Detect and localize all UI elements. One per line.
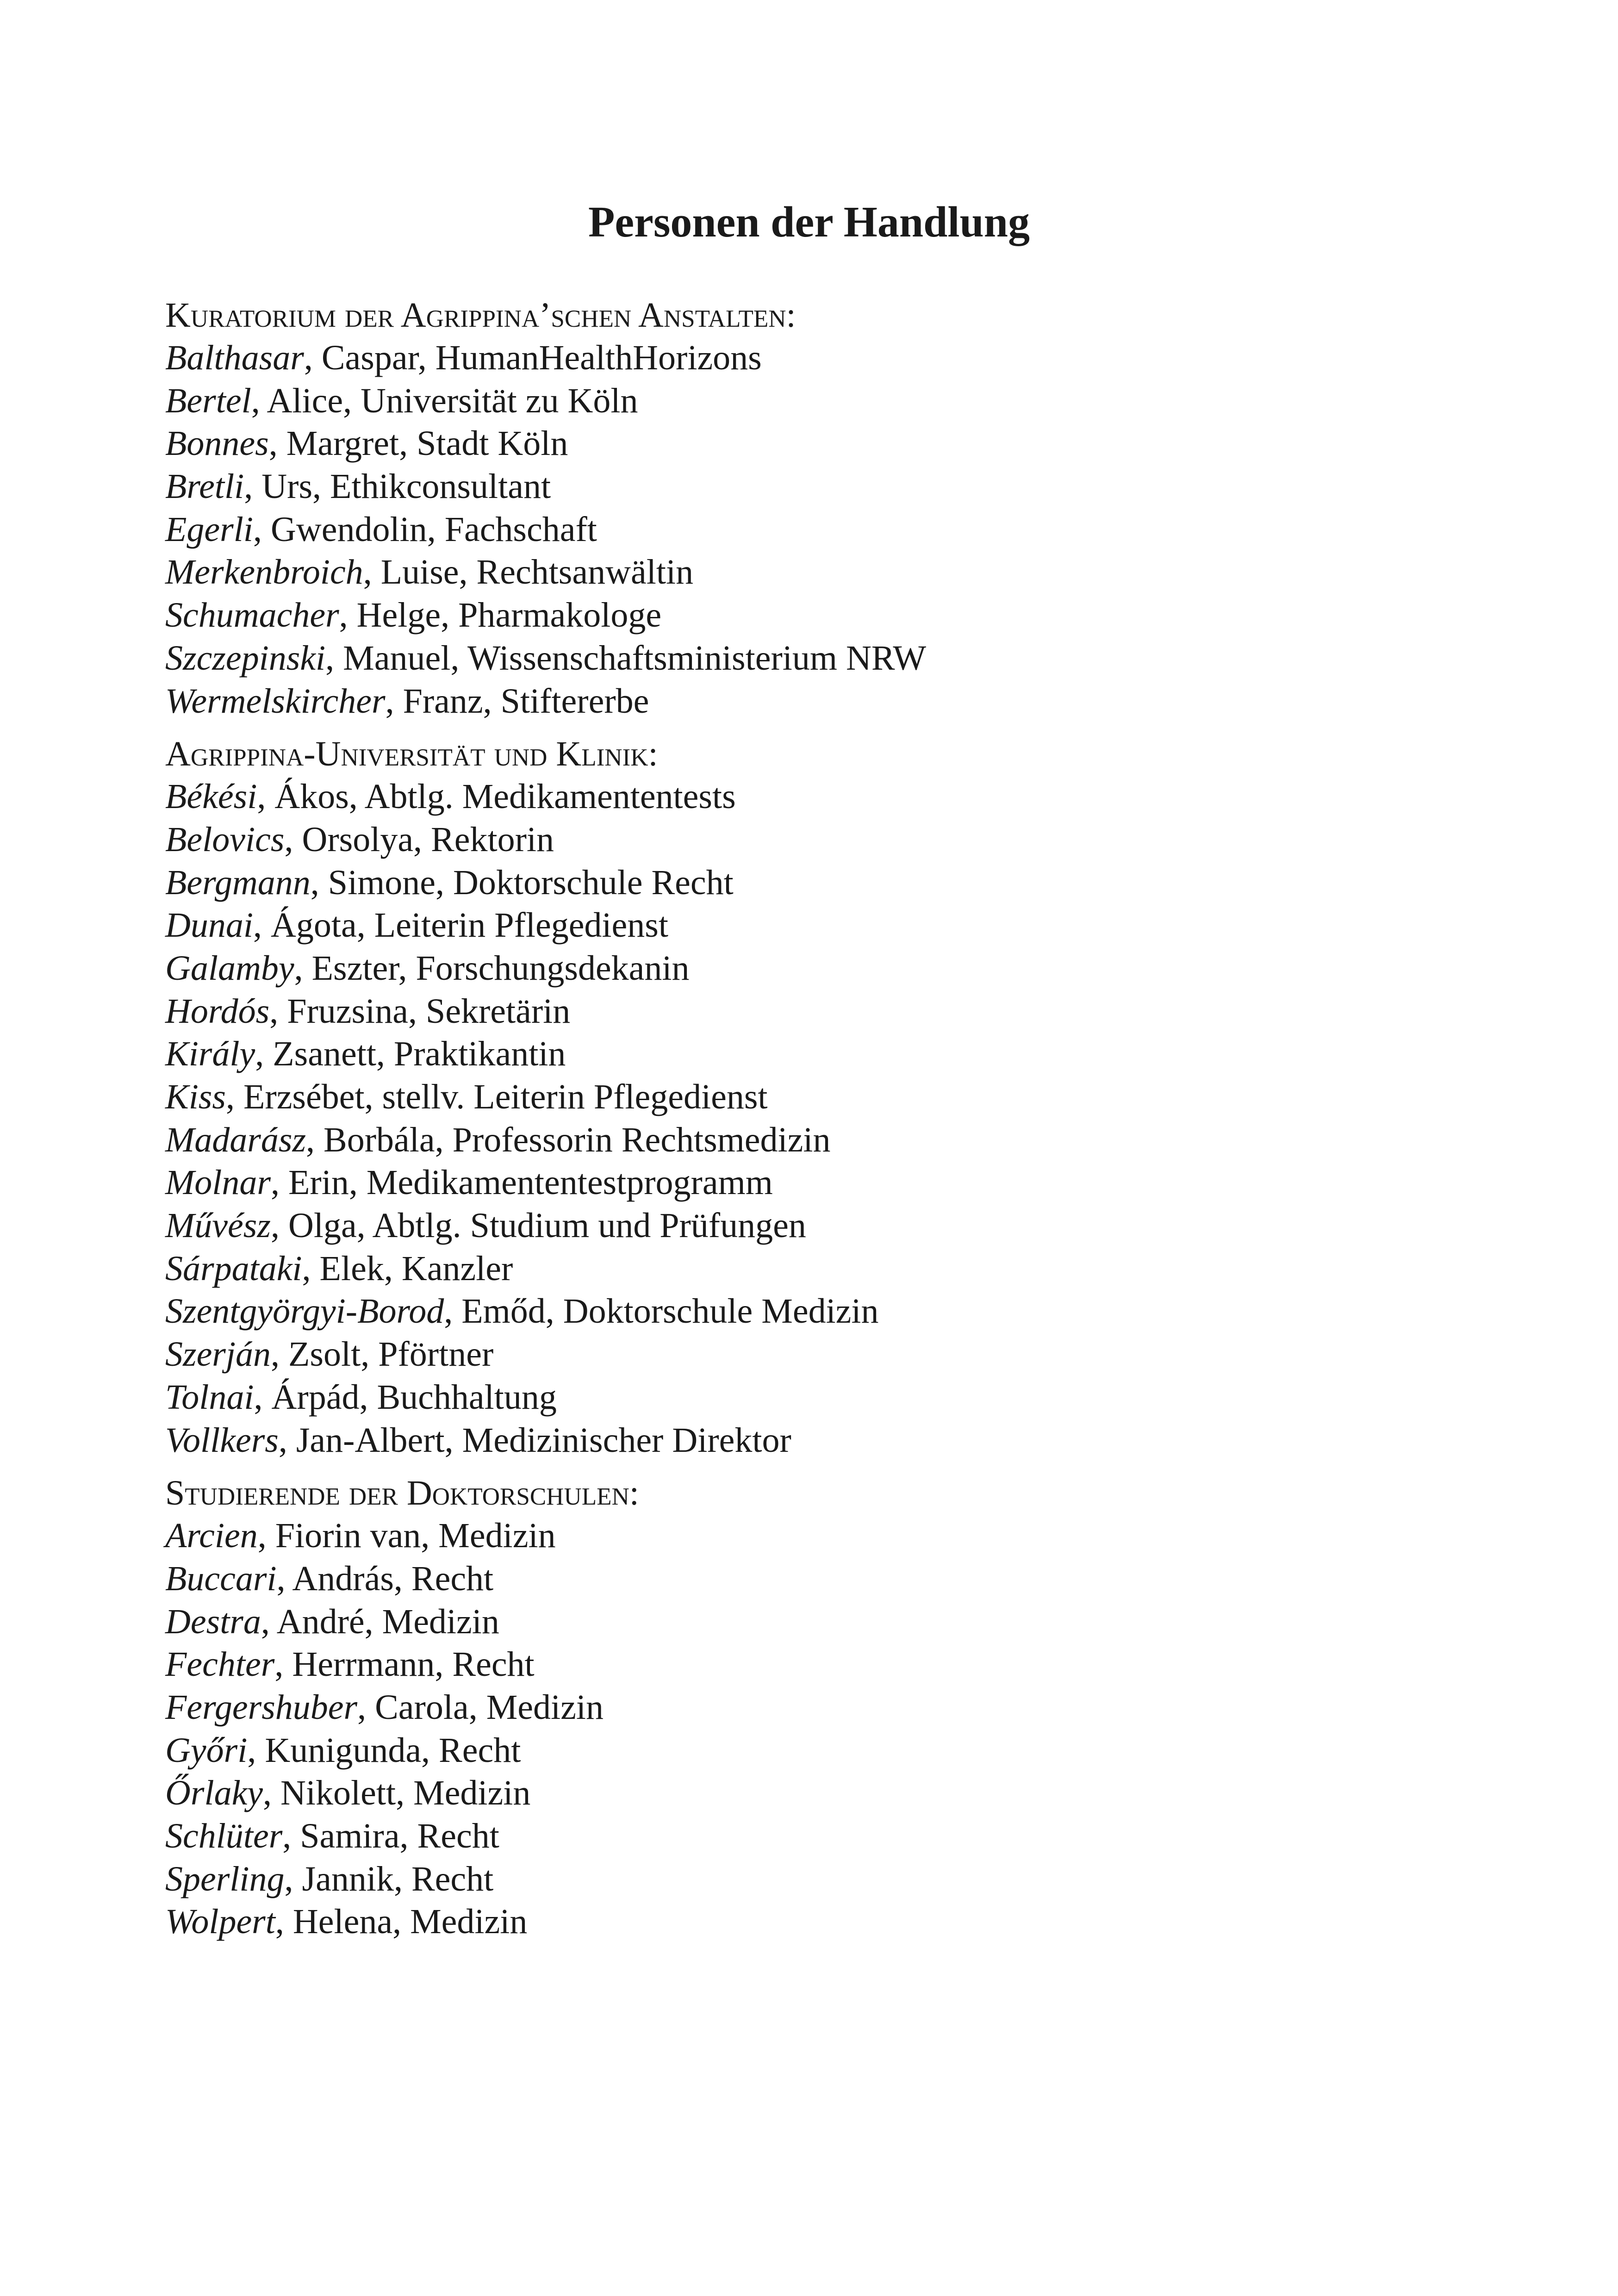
surname: Bretli [165, 467, 244, 506]
cast-entry [165, 1686, 1507, 1729]
cast-entry [165, 1557, 1507, 1600]
entry-details: , András, Recht [276, 1559, 494, 1598]
group-heading: Kuratorium der Agrippina’schen Anstalten: [165, 296, 796, 335]
entry-details: , Elek, Kanzler [302, 1249, 513, 1288]
entry-details: , Kunigunda, Recht [247, 1730, 521, 1770]
surname: Wolpert [165, 1902, 275, 1941]
cast-entry [165, 1643, 1507, 1686]
surname: Molnar [165, 1163, 271, 1202]
entry-details: , Herrmann, Recht [274, 1645, 535, 1684]
surname: Őrlaky [165, 1773, 263, 1813]
surname: Szczepinski [165, 638, 326, 678]
entry-details: , Gwendolin, Fachschaft [253, 510, 597, 549]
entry-details: , Caspar, HumanHealthHorizons [304, 338, 762, 377]
entry-details: , Zsolt, Pförtner [271, 1335, 494, 1374]
surname: Egerli [165, 510, 253, 549]
cast-entry [165, 637, 1507, 680]
cast-entry [165, 1772, 1507, 1815]
entry-details: , Jan-Albert, Medizinischer Direktor [278, 1420, 791, 1460]
cast-entry [165, 465, 1507, 508]
cast-entry [165, 947, 1507, 990]
surname: Fergershuber [165, 1687, 358, 1727]
surname: Békési [165, 777, 257, 816]
cast-entry [165, 1514, 1507, 1557]
cast-group-studierende [165, 1472, 1507, 1943]
entry-details: , Ágota, Leiterin Pflegedienst [253, 906, 668, 945]
cast-entry [165, 990, 1507, 1033]
surname: Vollkers [165, 1420, 279, 1460]
entry-details: , Carola, Medizin [357, 1687, 604, 1727]
cast-entry [165, 1333, 1507, 1376]
surname: Dunai [165, 906, 253, 945]
cast-entry [165, 1161, 1507, 1204]
entry-details: , Erzsébet, stellv. Leiterin Pflegedienst [225, 1077, 768, 1116]
page-title: Personen der Handlung [588, 198, 1030, 246]
surname: Arcien [165, 1516, 258, 1556]
cast-entry [165, 1419, 1507, 1462]
entry-details: , Helena, Medizin [275, 1902, 528, 1941]
entry-details: , Ákos, Abtlg. Medikamententests [257, 777, 736, 816]
surname: Destra [165, 1602, 261, 1641]
cast-entry [165, 594, 1507, 637]
cast-entry [165, 775, 1507, 818]
cast-entry [165, 508, 1507, 551]
entry-details: , Erin, Medikamententestprogramm [271, 1163, 773, 1202]
entry-details: , Fiorin van, Medizin [257, 1516, 556, 1556]
cast-entry [165, 422, 1507, 465]
entry-details: , Franz, Stiftererbe [385, 681, 649, 721]
cast-entry [165, 551, 1507, 594]
entry-details: , Manuel, Wissenschaftsministerium NRW [325, 638, 927, 678]
entry-details: , Emőd, Doktorschule Medizin [444, 1292, 879, 1331]
surname: Fechter [165, 1645, 275, 1684]
cast-entry [165, 1290, 1507, 1333]
surname: Sperling [165, 1859, 285, 1898]
entry-details: , Zsanett, Praktikantin [255, 1034, 566, 1074]
surname: Győri [165, 1730, 248, 1770]
surname: Szentgyörgyi-Borod [165, 1292, 444, 1331]
entry-details: , Alice, Universität zu Köln [251, 381, 638, 420]
surname: Belovics [165, 820, 285, 859]
cast-entry [165, 1900, 1507, 1943]
cast-entry [165, 1119, 1507, 1162]
cast-group-kuratorium [165, 294, 1507, 722]
entry-details: , Luise, Rechtsanwältin [363, 553, 694, 592]
surname: Madarász [165, 1120, 306, 1159]
entry-details: , Nikolett, Medizin [263, 1773, 531, 1813]
cast-entry [165, 680, 1507, 723]
surname: Tolnai [165, 1377, 254, 1417]
group-heading: Agrippina-Universität und Klinik: [165, 734, 658, 774]
cast-entry [165, 1076, 1507, 1119]
cast-entry [165, 1600, 1507, 1643]
cast-entry [165, 1033, 1507, 1076]
surname: Galamby [165, 948, 294, 988]
entry-details: , Orsolya, Rektorin [284, 820, 554, 859]
cast-entry [165, 336, 1507, 380]
surname: Merkenbroich [165, 553, 363, 592]
entry-details: , André, Medizin [261, 1602, 499, 1641]
entry-details: , Fruzsina, Sekretärin [269, 991, 571, 1031]
cast-entry [165, 904, 1507, 947]
group-heading: Studierende der Doktorschulen: [165, 1474, 639, 1513]
cast-entry [165, 1376, 1507, 1419]
entry-details: , Eszter, Forschungsdekanin [294, 948, 690, 988]
entry-details: , Helge, Pharmakologe [339, 596, 662, 635]
cast-entry [165, 1729, 1507, 1772]
surname: Buccari [165, 1559, 277, 1598]
entry-details: , Borbála, Professorin Rechtsmedizin [306, 1120, 831, 1159]
cast-entry [165, 380, 1507, 423]
surname: Szerján [165, 1335, 271, 1374]
entry-details: , Árpád, Buchhaltung [254, 1377, 557, 1417]
surname: Bergmann [165, 863, 311, 902]
cast-entry [165, 1247, 1507, 1290]
entry-details: , Simone, Doktorschule Recht [310, 863, 734, 902]
surname: Művész [165, 1206, 271, 1245]
surname: Sárpataki [165, 1249, 302, 1288]
surname: Wermelskircher [165, 681, 386, 721]
cast-entry [165, 1858, 1507, 1901]
cast-entry [165, 1204, 1507, 1247]
surname: Schlüter [165, 1817, 283, 1855]
surname: Bertel [165, 381, 251, 420]
cast-entry [165, 818, 1507, 861]
cast-list [165, 294, 1507, 1943]
cast-entry [165, 1815, 1507, 1858]
surname: Bonnes [165, 424, 269, 463]
entry-details: , Samira, Recht [282, 1817, 499, 1855]
cast-group-universitaet [165, 733, 1507, 1462]
entry-details: , Olga, Abtlg. Studium und Prüfungen [270, 1206, 806, 1245]
surname: Hordós [165, 991, 270, 1031]
entry-details: , Jannik, Recht [284, 1859, 494, 1898]
surname: Balthasar [165, 338, 304, 377]
surname: Király [165, 1034, 255, 1074]
cast-entry [165, 861, 1507, 904]
entry-details: , Margret, Stadt Köln [268, 424, 568, 463]
entry-details: , Urs, Ethikconsultant [244, 467, 551, 506]
surname: Schumacher [165, 596, 339, 635]
surname: Kiss [165, 1077, 226, 1116]
